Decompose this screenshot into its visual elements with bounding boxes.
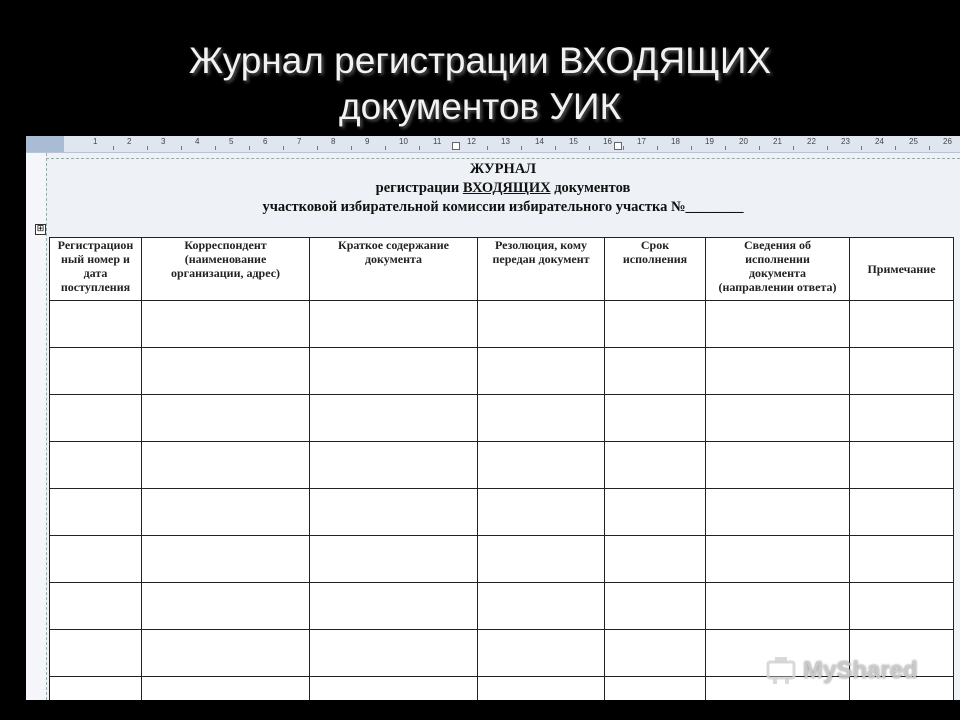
table-cell[interactable]: [605, 395, 706, 442]
table-cell[interactable]: [850, 489, 954, 536]
ruler-number: 21: [773, 137, 782, 146]
table-cell[interactable]: [850, 301, 954, 348]
ruler-number: 23: [841, 137, 850, 146]
table-cell[interactable]: [478, 348, 605, 395]
ruler-tick: [929, 146, 930, 150]
table-cell[interactable]: [310, 489, 478, 536]
table-cell[interactable]: [478, 677, 605, 701]
ruler-number: 25: [909, 137, 918, 146]
ruler-number: 1: [93, 137, 98, 146]
table-cell[interactable]: [605, 348, 706, 395]
heading-registration: [46, 179, 960, 198]
table-cell[interactable]: [310, 536, 478, 583]
table-cell[interactable]: [142, 395, 310, 442]
table-cell[interactable]: [50, 489, 142, 536]
slide-title: [0, 38, 960, 130]
table-cell[interactable]: [50, 348, 142, 395]
column-header-deadline: Срок исполнения: [605, 238, 706, 301]
page-margin-line: [46, 153, 47, 700]
table-cell[interactable]: [478, 630, 605, 677]
table-cell[interactable]: [50, 536, 142, 583]
ruler-tick: [249, 146, 250, 150]
column-header-note: Примечание: [850, 238, 954, 301]
ruler-number: 2: [127, 137, 132, 146]
table-cell[interactable]: [850, 583, 954, 630]
myshared-watermark: [765, 656, 918, 686]
ruler-tick: [385, 146, 386, 150]
table-cell[interactable]: [706, 583, 850, 630]
ruler-number: 8: [331, 137, 336, 146]
table-header-row: [50, 238, 954, 301]
table-row: [50, 536, 954, 583]
table-cell[interactable]: [142, 489, 310, 536]
table-cell[interactable]: [50, 301, 142, 348]
table-cell[interactable]: [478, 583, 605, 630]
ruler-number: 10: [399, 137, 408, 146]
ruler-number: 20: [739, 137, 748, 146]
ruler-tick: [555, 146, 556, 150]
tab-stop-icon[interactable]: [614, 142, 622, 150]
table-cell[interactable]: [478, 301, 605, 348]
table-cell[interactable]: [478, 489, 605, 536]
table-cell[interactable]: [706, 489, 850, 536]
table-cell[interactable]: [310, 677, 478, 701]
page-gutter: [26, 153, 46, 700]
ruler-tick: [725, 146, 726, 150]
table-cell[interactable]: [605, 301, 706, 348]
journal-table-body: [50, 301, 954, 701]
ruler-left-margin: [26, 136, 64, 152]
ruler-tick: [283, 146, 284, 150]
ruler-tick: [147, 146, 148, 150]
table-move-handle-icon[interactable]: ⊞: [36, 224, 45, 234]
table-cell[interactable]: [50, 442, 142, 489]
ruler-number: 26: [943, 137, 952, 146]
ruler-tick: [589, 146, 590, 150]
table-cell[interactable]: [850, 536, 954, 583]
table-cell[interactable]: [605, 536, 706, 583]
table-cell[interactable]: [142, 442, 310, 489]
table-cell[interactable]: [706, 536, 850, 583]
table-cell[interactable]: [605, 583, 706, 630]
indent-marker-icon[interactable]: [452, 142, 460, 150]
ruler-tick: [215, 146, 216, 150]
ruler-tick: [895, 146, 896, 150]
table-cell[interactable]: [478, 442, 605, 489]
ruler-number: 12: [467, 137, 476, 146]
heading-incoming: ВХОДЯЩИХ: [462, 180, 551, 196]
column-header-resolution: Резолюция, кому передан документ: [478, 238, 605, 301]
ruler-tick: [419, 146, 420, 150]
ruler-tick: [487, 146, 488, 150]
ruler-tick: [657, 146, 658, 150]
ruler-number: 4: [195, 137, 200, 146]
ruler-tick: [351, 146, 352, 150]
table-cell[interactable]: [142, 301, 310, 348]
myshared-logo-icon: [765, 656, 799, 686]
table-cell[interactable]: [706, 301, 850, 348]
column-header-execution: Сведения об исполнении документа (направлении ответа): [706, 238, 850, 301]
table-row: [50, 442, 954, 489]
table-cell[interactable]: [142, 536, 310, 583]
ruler-tick: [827, 146, 828, 150]
table-cell[interactable]: [706, 348, 850, 395]
ruler-number: 18: [671, 137, 680, 146]
ruler-number: 14: [535, 137, 544, 146]
table-cell[interactable]: [605, 630, 706, 677]
document-screenshot: [26, 136, 960, 700]
table-cell[interactable]: [310, 395, 478, 442]
heading-registration-prefix: регистрации: [375, 180, 463, 196]
column-header-registration: Регистрацион ный номер и дата поступления: [50, 238, 142, 301]
column-header-summary: Краткое содержание документа: [310, 238, 478, 301]
table-cell[interactable]: [478, 395, 605, 442]
column-header-correspondent: Корреспондент (наименование организации, адрес): [142, 238, 310, 301]
table-row: [50, 301, 954, 348]
table-cell[interactable]: [310, 301, 478, 348]
ruler-tick: [113, 146, 114, 150]
table-cell[interactable]: [706, 395, 850, 442]
table-cell[interactable]: [605, 677, 706, 701]
document-heading: [46, 160, 960, 217]
ruler-number: 5: [229, 137, 234, 146]
table-cell[interactable]: [310, 583, 478, 630]
table-cell[interactable]: [142, 630, 310, 677]
journal-table: [49, 237, 954, 700]
table-cell[interactable]: [142, 348, 310, 395]
table-cell[interactable]: [310, 442, 478, 489]
ruler-number: 9: [365, 137, 370, 146]
table-cell[interactable]: [50, 630, 142, 677]
ruler-number: 3: [161, 137, 166, 146]
slide-title-line-1: Журнал регистрации ВХОДЯЩИХ: [188, 40, 772, 81]
ruler-tick: [691, 146, 692, 150]
table-cell[interactable]: [850, 395, 954, 442]
table-cell[interactable]: [850, 442, 954, 489]
ruler-number: 16: [603, 137, 612, 146]
watermark-text: MyShared: [803, 657, 918, 684]
table-cell[interactable]: [478, 536, 605, 583]
ruler-tick: [861, 146, 862, 150]
ruler-number: 11: [433, 137, 442, 146]
slide-title-line-2: документов УИК: [339, 86, 621, 127]
table-cell[interactable]: [50, 583, 142, 630]
ruler-number: 19: [705, 137, 714, 146]
ruler-tick: [759, 146, 760, 150]
ruler-tick: [623, 146, 624, 150]
ruler-tick: [317, 146, 318, 150]
table-cell[interactable]: [706, 442, 850, 489]
heading-registration-suffix: документов: [550, 180, 631, 196]
ruler-tick: [793, 146, 794, 150]
page-top-margin-line: [46, 158, 960, 159]
heading-journal: ЖУРНАЛ: [469, 161, 537, 177]
table-cell[interactable]: [50, 395, 142, 442]
table-cell[interactable]: [310, 348, 478, 395]
heading-commission: участковой избирательной комиссии избирательного участка №________: [262, 199, 744, 215]
table-cell[interactable]: [50, 677, 142, 701]
table-cell[interactable]: [142, 583, 310, 630]
table-cell[interactable]: [605, 489, 706, 536]
ruler-number: 7: [297, 137, 302, 146]
ruler-number: 6: [263, 137, 268, 146]
table-row: [50, 348, 954, 395]
ruler-tick: [521, 146, 522, 150]
ruler-number: 22: [807, 137, 816, 146]
horizontal-ruler[interactable]: [26, 136, 960, 153]
ruler-number: 24: [875, 137, 884, 146]
table-row: [50, 583, 954, 630]
table-cell[interactable]: [142, 677, 310, 701]
ruler-tick: [181, 146, 182, 150]
ruler-number: 15: [569, 137, 578, 146]
table-cell[interactable]: [850, 348, 954, 395]
table-cell[interactable]: [310, 630, 478, 677]
table-row: [50, 489, 954, 536]
table-cell[interactable]: [605, 442, 706, 489]
ruler-number: 13: [501, 137, 510, 146]
table-row: [50, 395, 954, 442]
ruler-number: 17: [637, 137, 646, 146]
